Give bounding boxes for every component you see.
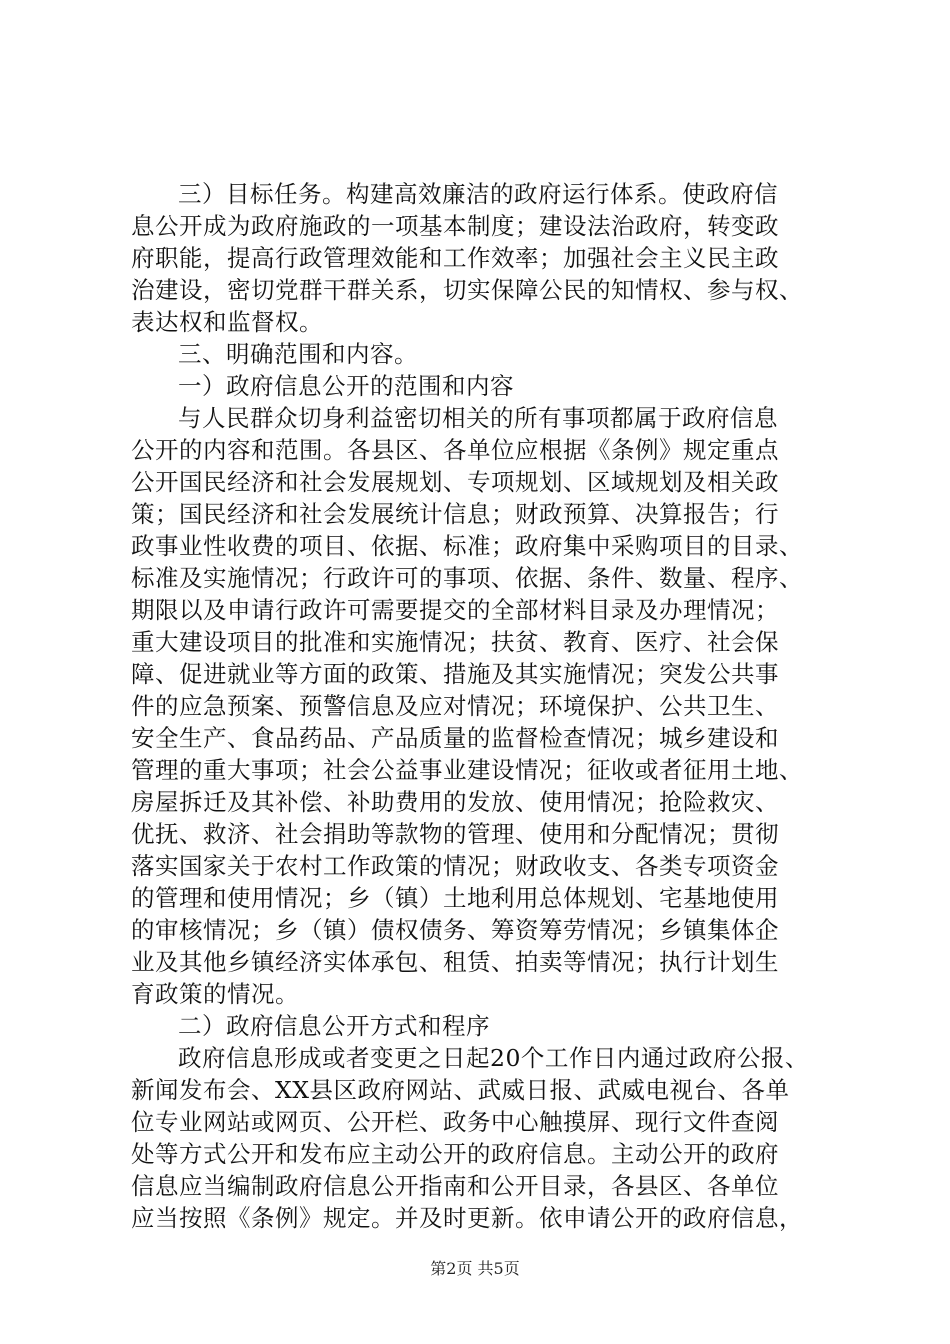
text-line: 障、促进就业等方面的政策、措施及其实施情况；突发公共事 <box>131 660 779 688</box>
text-line: 的管理和使用情况；乡（镇）土地利用总体规划、宅基地使用 <box>131 884 779 912</box>
text-line: 公开的内容和范围。各县区、各单位应根据《条例》规定重点 <box>131 436 779 464</box>
text-line: 三）目标任务。构建高效廉洁的政府运行体系。使政府信 <box>178 180 778 208</box>
text-line: 业及其他乡镇经济实体承包、租赁、拍卖等情况；执行计划生 <box>131 948 779 976</box>
text-line: 府职能，提高行政管理效能和工作效率；加强社会主义民主政 <box>131 244 779 272</box>
text-line: 安全生产、食品药品、产品质量的监督检查情况；城乡建设和 <box>131 724 779 752</box>
section-heading: 三、明确范围和内容。 <box>178 340 418 368</box>
text-line: 优抚、救济、社会捐助等款物的管理、使用和分配情况；贯彻 <box>131 820 779 848</box>
text-line: 房屋拆迁及其补偿、补助费用的发放、使用情况；抢险救灾、 <box>131 788 779 816</box>
text-line: 期限以及申请行政许可需要提交的全部材料目录及办理情况； <box>131 596 779 624</box>
text-line: 处等方式公开和发布应主动公开的政府信息。主动公开的政府 <box>131 1140 779 1168</box>
text-line: 策；国民经济和社会发展统计信息；财政预算、决算报告；行 <box>131 500 779 528</box>
subsection-heading: 二）政府信息公开方式和程序 <box>178 1012 490 1040</box>
text-line: 息公开成为政府施政的一项基本制度；建设法治政府，转变政 <box>131 212 779 240</box>
text-line: 公开国民经济和社会发展规划、专项规划、区域规划及相关政 <box>131 468 779 496</box>
text-line: 位专业网站或网页、公开栏、政务中心触摸屏、现行文件查阅 <box>131 1108 779 1136</box>
text-line: 管理的重大事项；社会公益事业建设情况；征收或者征用土地、 <box>131 756 803 784</box>
text-line: 件的应急预案、预警信息及应对情况；环境保护、公共卫生、 <box>131 692 779 720</box>
text-line: 应当按照《条例》规定。并及时更新。依申请公开的政府信息， <box>131 1204 803 1232</box>
text-line: 治建设，密切党群干群关系，切实保障公民的知情权、参与权、 <box>131 276 803 304</box>
text-line: 育政策的情况。 <box>131 980 299 1008</box>
page-number-footer: 第2页 共5页 <box>430 1259 520 1278</box>
text-line: 的审核情况；乡（镇）债权债务、筹资筹劳情况；乡镇集体企 <box>131 916 779 944</box>
text-line: 信息应当编制政府信息公开指南和公开目录，各县区、各单位 <box>131 1172 779 1200</box>
text-line: 落实国家关于农村工作政策的情况；财政收支、各类专项资金 <box>131 852 779 880</box>
subsection-heading: 一）政府信息公开的范围和内容 <box>178 372 514 400</box>
text-line: 政事业性收费的项目、依据、标准；政府集中采购项目的目录、 <box>131 532 803 560</box>
text-line: 标准及实施情况；行政许可的事项、依据、条件、数量、程序、 <box>131 564 803 592</box>
text-line: 与人民群众切身利益密切相关的所有事项都属于政府信息 <box>178 404 778 432</box>
text-line: 表达权和监督权。 <box>131 308 323 336</box>
text-line: 政府信息形成或者变更之日起20个工作日内通过政府公报、 <box>178 1044 809 1072</box>
text-line: 重大建设项目的批准和实施情况；扶贫、教育、医疗、社会保 <box>131 628 779 656</box>
text-line: 新闻发布会、XX县区政府网站、武威日报、武威电视台、各单 <box>131 1076 790 1104</box>
